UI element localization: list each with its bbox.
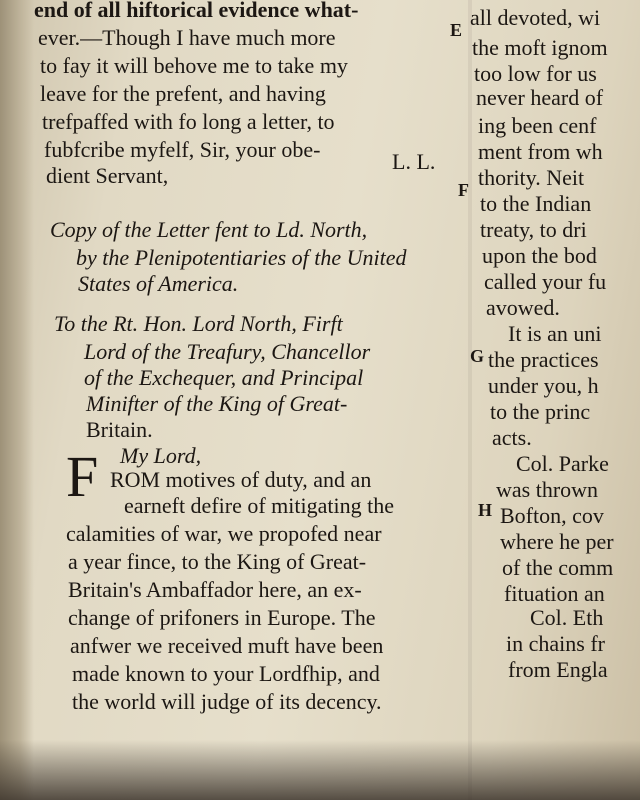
right-column-line: It is an uni <box>508 321 602 346</box>
right-column-line: ing been cenf <box>478 113 597 138</box>
page-edge-shadow <box>0 0 34 800</box>
address-line: of the Exchequer, and Principal <box>84 365 364 390</box>
right-column-line: upon the bod <box>482 243 597 268</box>
right-column-line: Col. Eth <box>530 605 604 630</box>
paragraph-marker: E <box>450 20 463 40</box>
text-line: ever.—Though I have much more <box>38 25 336 50</box>
body-line: Britain's Ambaffador here, an ex- <box>68 577 362 602</box>
text-line: fubfcribe myfelf, Sir, your obe- <box>44 137 321 162</box>
column-gutter <box>468 0 472 800</box>
right-column-line: under you, h <box>488 373 599 398</box>
signature: L. L. <box>392 149 436 174</box>
right-column-line: thority. Neit <box>478 165 585 190</box>
text-line: end of all hiftorical evidence what- <box>34 0 359 22</box>
body-line: calamities of war, we propofed near <box>66 521 382 546</box>
right-column-line: to the princ <box>490 399 591 424</box>
right-column-line: fituation an <box>504 581 605 606</box>
paragraph-marker: H <box>478 500 493 520</box>
right-column-line: where he per <box>500 529 614 554</box>
body-line: change of prifoners in Europe. The <box>68 605 376 630</box>
right-column-line: avowed. <box>486 295 560 320</box>
paragraph-marker: F <box>458 180 469 200</box>
right-column-line: to the Indian <box>480 191 592 216</box>
address-line: To the Rt. Hon. Lord North, Firft <box>54 311 343 336</box>
copy-heading-line: by the Plenipotentiaries of the United <box>76 245 407 270</box>
right-column-line: in chains fr <box>506 631 605 656</box>
body-line: ROM motives of duty, and an <box>110 467 372 492</box>
page-bottom-shadow <box>0 740 640 800</box>
body-line: anfwer we received muft have been <box>70 633 384 658</box>
copy-heading-line: Copy of the Letter fent to Ld. North, <box>50 217 368 242</box>
right-column-line: acts. <box>492 425 532 450</box>
right-column-line: treaty, to dri <box>480 217 587 242</box>
right-column-line: of the comm <box>502 555 614 580</box>
address-line: Lord of the Treafury, Chancellor <box>84 339 371 364</box>
address-line: Minifter of the King of Great- <box>86 391 348 416</box>
right-column-line: the moft ignom <box>472 35 608 60</box>
right-column-line: ment from wh <box>478 139 603 164</box>
address-line: Britain. <box>86 417 153 442</box>
text-line: dient Servant, <box>46 163 169 188</box>
right-column-line: Col. Parke <box>516 451 609 476</box>
right-column-line: called your fu <box>484 269 607 294</box>
body-line: made known to your Lordfhip, and <box>72 661 380 686</box>
copy-heading-line: States of America. <box>78 271 239 296</box>
drop-cap: F <box>66 444 99 509</box>
paragraph-marker: G <box>470 346 485 366</box>
body-line: earneft defire of mitigating the <box>124 493 394 518</box>
salutation: My Lord, <box>120 443 202 468</box>
right-column-line: all devoted, wi <box>470 5 601 30</box>
right-column-line: never heard of <box>476 85 604 110</box>
right-column-line: too low for us <box>474 61 597 86</box>
right-column-line: the practices <box>488 347 599 372</box>
right-column-line: from Engla <box>508 657 608 682</box>
text-line: leave for the prefent, and having <box>40 81 326 106</box>
text-line: to fay it will behove me to take my <box>40 53 348 78</box>
text-line: trefpaffed with fo long a letter, to <box>42 109 335 134</box>
right-column-line: was thrown <box>496 477 599 502</box>
right-column-line: Bofton, cov <box>500 503 604 528</box>
body-line: a year fince, to the King of Great- <box>68 549 367 574</box>
body-line: the world will judge of its decency. <box>72 689 382 714</box>
